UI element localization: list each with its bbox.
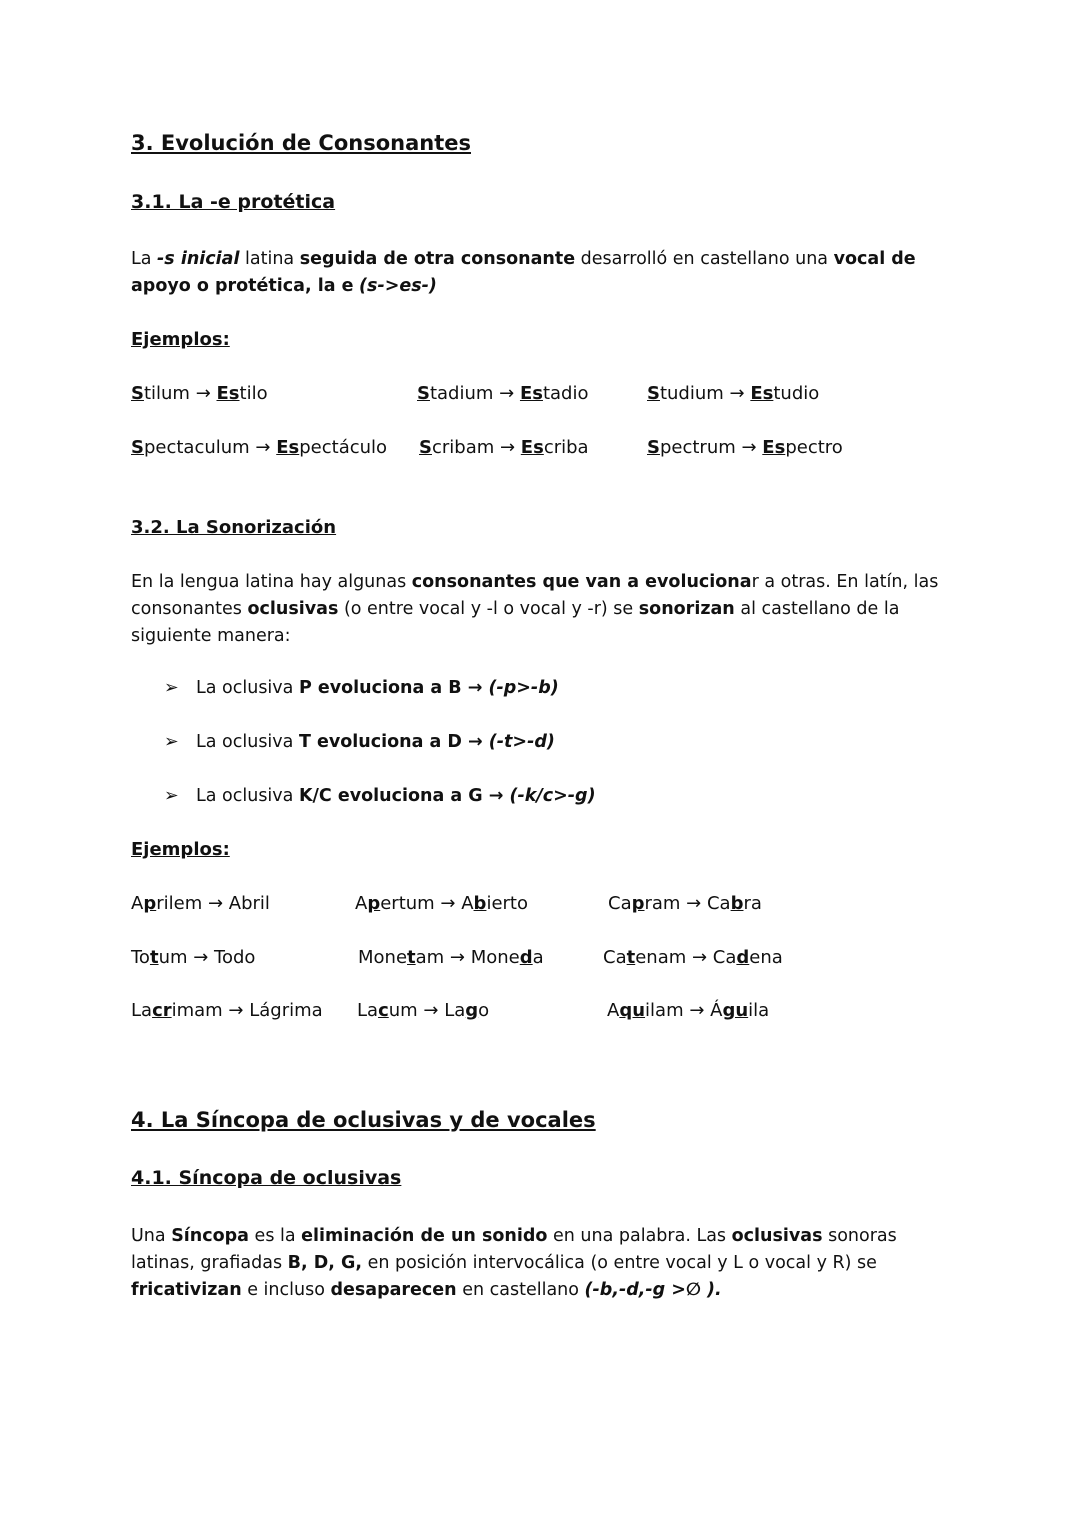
paragraph-sonorizacion: En la lengua latina hay algunas consonantes que van a evolucionar a otras. En latín, las consonantes oclusivas (o entre vocal y -l o vocal y -r) se sonorizan al castellano de la siguiente manera: <box>131 572 939 646</box>
bullet-item: ➢ La oclusiva T evoluciona a D → (-t>-d) <box>164 732 555 752</box>
bullet-item: ➢ La oclusiva K/C evoluciona a G → (-k/c>-g) <box>164 786 596 806</box>
example-item: Totum → Todo <box>131 947 256 968</box>
example-item: Stilum → Estilo <box>131 383 268 404</box>
example-item: Spectaculum → Espectáculo <box>131 437 388 458</box>
example-item: Aquilam → Águila <box>607 1000 770 1021</box>
example-item: Lacum → Lago <box>357 1000 490 1021</box>
subsection-title-3-2: 3.2. La Sonorización <box>131 517 337 538</box>
example-item: Scribam → Escriba <box>419 437 589 458</box>
example-item: Capram → Cabra <box>608 893 762 914</box>
paragraph-e-protetica: La -s inicial latina seguida de otra consonante desarrolló en castellano una vocal de apoyo o protética, la e (s->es-) <box>131 249 916 296</box>
example-item: Catenam → Cadena <box>603 947 783 968</box>
arrow-bullet-icon: ➢ <box>164 678 179 698</box>
example-item: Lacrimam → Lágrima <box>131 1000 323 1021</box>
example-item: Monetam → Moneda <box>358 947 544 968</box>
section-title: 3. Evolución de Consonantes <box>131 131 471 155</box>
example-item: Studium → Estudio <box>647 383 820 404</box>
paragraph-sincopa: Una Síncopa es la eliminación de un sonido en una palabra. Las oclusivas sonoras latinas, grafiadas B, D, G, en posición intervocálica (o entre vocal y L o vocal y R) se fricativizan e incluso desaparecen en castellano (-b,-d,-g >∅ ). <box>131 1226 897 1300</box>
arrow-bullet-icon: ➢ <box>164 786 179 806</box>
arrow-bullet-icon: ➢ <box>164 732 179 752</box>
examples-label: Ejemplos: <box>131 329 230 350</box>
examples-label: Ejemplos: <box>131 839 230 860</box>
section-title: 4. La Síncopa de oclusivas y de vocales <box>131 1108 596 1132</box>
bullet-item: ➢ La oclusiva P evoluciona a B → (-p>-b) <box>164 678 559 698</box>
example-item: Aprilem → Abril <box>131 893 270 914</box>
subsection-title-4-1: 4.1. Síncopa de oclusivas <box>131 1167 402 1189</box>
subsection-title-3-1: 3.1. La -e protética <box>131 191 336 213</box>
example-item: Apertum → Abierto <box>355 893 528 914</box>
example-item: Spectrum → Espectro <box>647 437 843 458</box>
example-item: Stadium → Estadio <box>417 383 589 404</box>
